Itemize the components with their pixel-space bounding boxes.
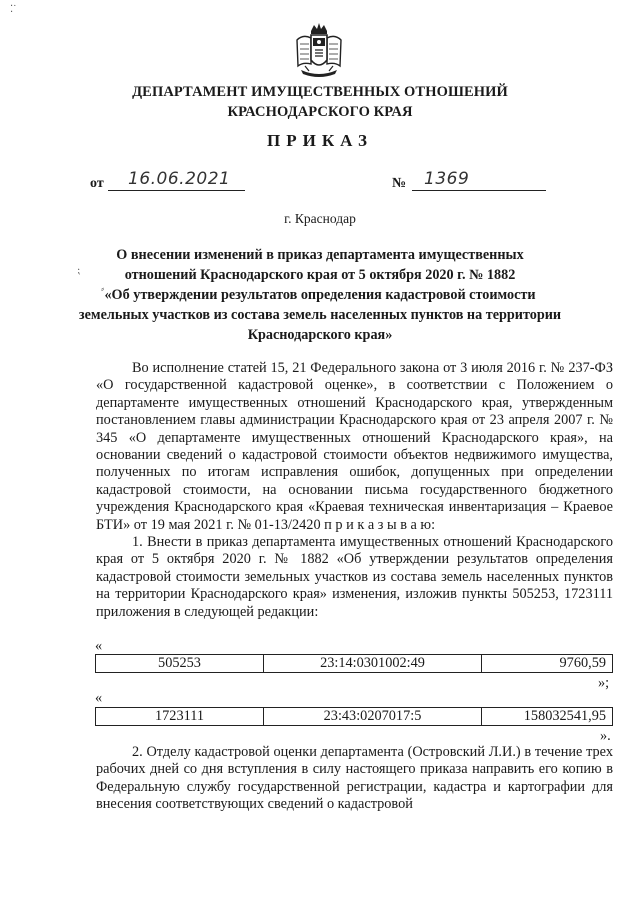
coat-of-arms-icon (293, 22, 345, 80)
cadastral-value: 9760,59 (482, 655, 613, 673)
number-prefix: № (392, 176, 407, 191)
close-quote-2: ». (600, 728, 611, 744)
replacement-table-2 (95, 707, 613, 726)
close-quote-1: »; (598, 675, 610, 691)
row-number: 505253 (96, 655, 264, 673)
subject-line-1: О внесении изменений в приказ департамента имущественных (116, 247, 524, 263)
cadastral-value: 158032541,95 (482, 708, 613, 726)
open-quote-1: « (95, 638, 103, 654)
order-subject (0, 245, 640, 345)
order-body (96, 360, 613, 621)
item-2-paragraph: 2. Отделу кадастровой оценки департамента (Островский Л.И.) в течение трех рабочих дней со дня вступления в силу настоящего приказа направить его копию в Федеральную службу государственной регистрации, кадастра и картографии для внесения соответствующих сведений о кадастровой (96, 744, 613, 813)
row-number: 1723111 (96, 708, 264, 726)
replacement-table-1 (95, 654, 613, 673)
date-underline (108, 189, 245, 191)
department-line-1: ДЕПАРТАМЕНТ ИМУЩЕСТВЕННЫХ ОТНОШЕНИЙ (132, 84, 508, 100)
subject-line-2: отношений Краснодарского края от 5 октября 2020 г. № 1882 (124, 267, 516, 283)
table-row (96, 708, 613, 726)
subject-line-3: «Об утверждении результатов определения кадастровой стоимости (104, 287, 536, 303)
table-row (96, 655, 613, 673)
number-value: 1369 (424, 169, 470, 189)
cadastral-number: 23:14:0301002:49 (264, 655, 482, 673)
subject-line-4: земельных участков из состава земель населенных пунктов на территории (78, 307, 562, 323)
item-2-block (96, 744, 613, 814)
scan-mark: ⁚˙ (10, 4, 17, 15)
preamble-paragraph: Во исполнение статей 15, 21 Федерального закона от 3 июля 2016 г. № 237-ФЗ «О государственной кадастровой оценке», в соответствии с Положением о департаменте имущественных отношений Краснодарского края, утвержденным постановлением главы администрации Краснодарского края от 23 апреля 2007 г. № 345 «О департаменте имущественных отношений Краснодарского края», на основании сведений о кадастровой стоимости объектов недвижимого имущества, полученных по итогам исправления ошибок, допущенных при определении кадастровой стоимости, на основании письма государственного бюджетного учреждения Краснодарского края «Краевая техническая инвентаризация – Краевое БТИ» от 19 мая 2021 г. № 01-13/2420 п р и к а з ы в а ю: (96, 360, 613, 533)
scan-mark: ⸗ (101, 284, 105, 295)
number-underline (412, 189, 546, 191)
department-line-2: КРАСНОДАРСКОГО КРАЯ (227, 104, 413, 120)
city: г. Краснодар (284, 211, 356, 226)
department-name (0, 82, 640, 122)
document-type-title: ПРИКАЗ (267, 131, 373, 150)
cadastral-number: 23:43:0207017:5 (264, 708, 482, 726)
date-value: 16.06.2021 (128, 169, 231, 189)
date-prefix: от (90, 176, 104, 191)
open-quote-2: « (95, 690, 103, 706)
item-1-paragraph: 1. Внести в приказ департамента имущественных отношений Краснодарского края от 5 октября 2020 г. № 1882 «Об утверждении результатов определения кадастровой стоимости земельных участков из состава земель населенных пунктов на территории Краснодарского края» изменения, изложив пункты 505253, 1723111 приложения в следующей редакции: (96, 534, 613, 620)
subject-line-5: Краснодарского края» (247, 327, 393, 343)
scan-mark: ⁏ (77, 265, 81, 276)
